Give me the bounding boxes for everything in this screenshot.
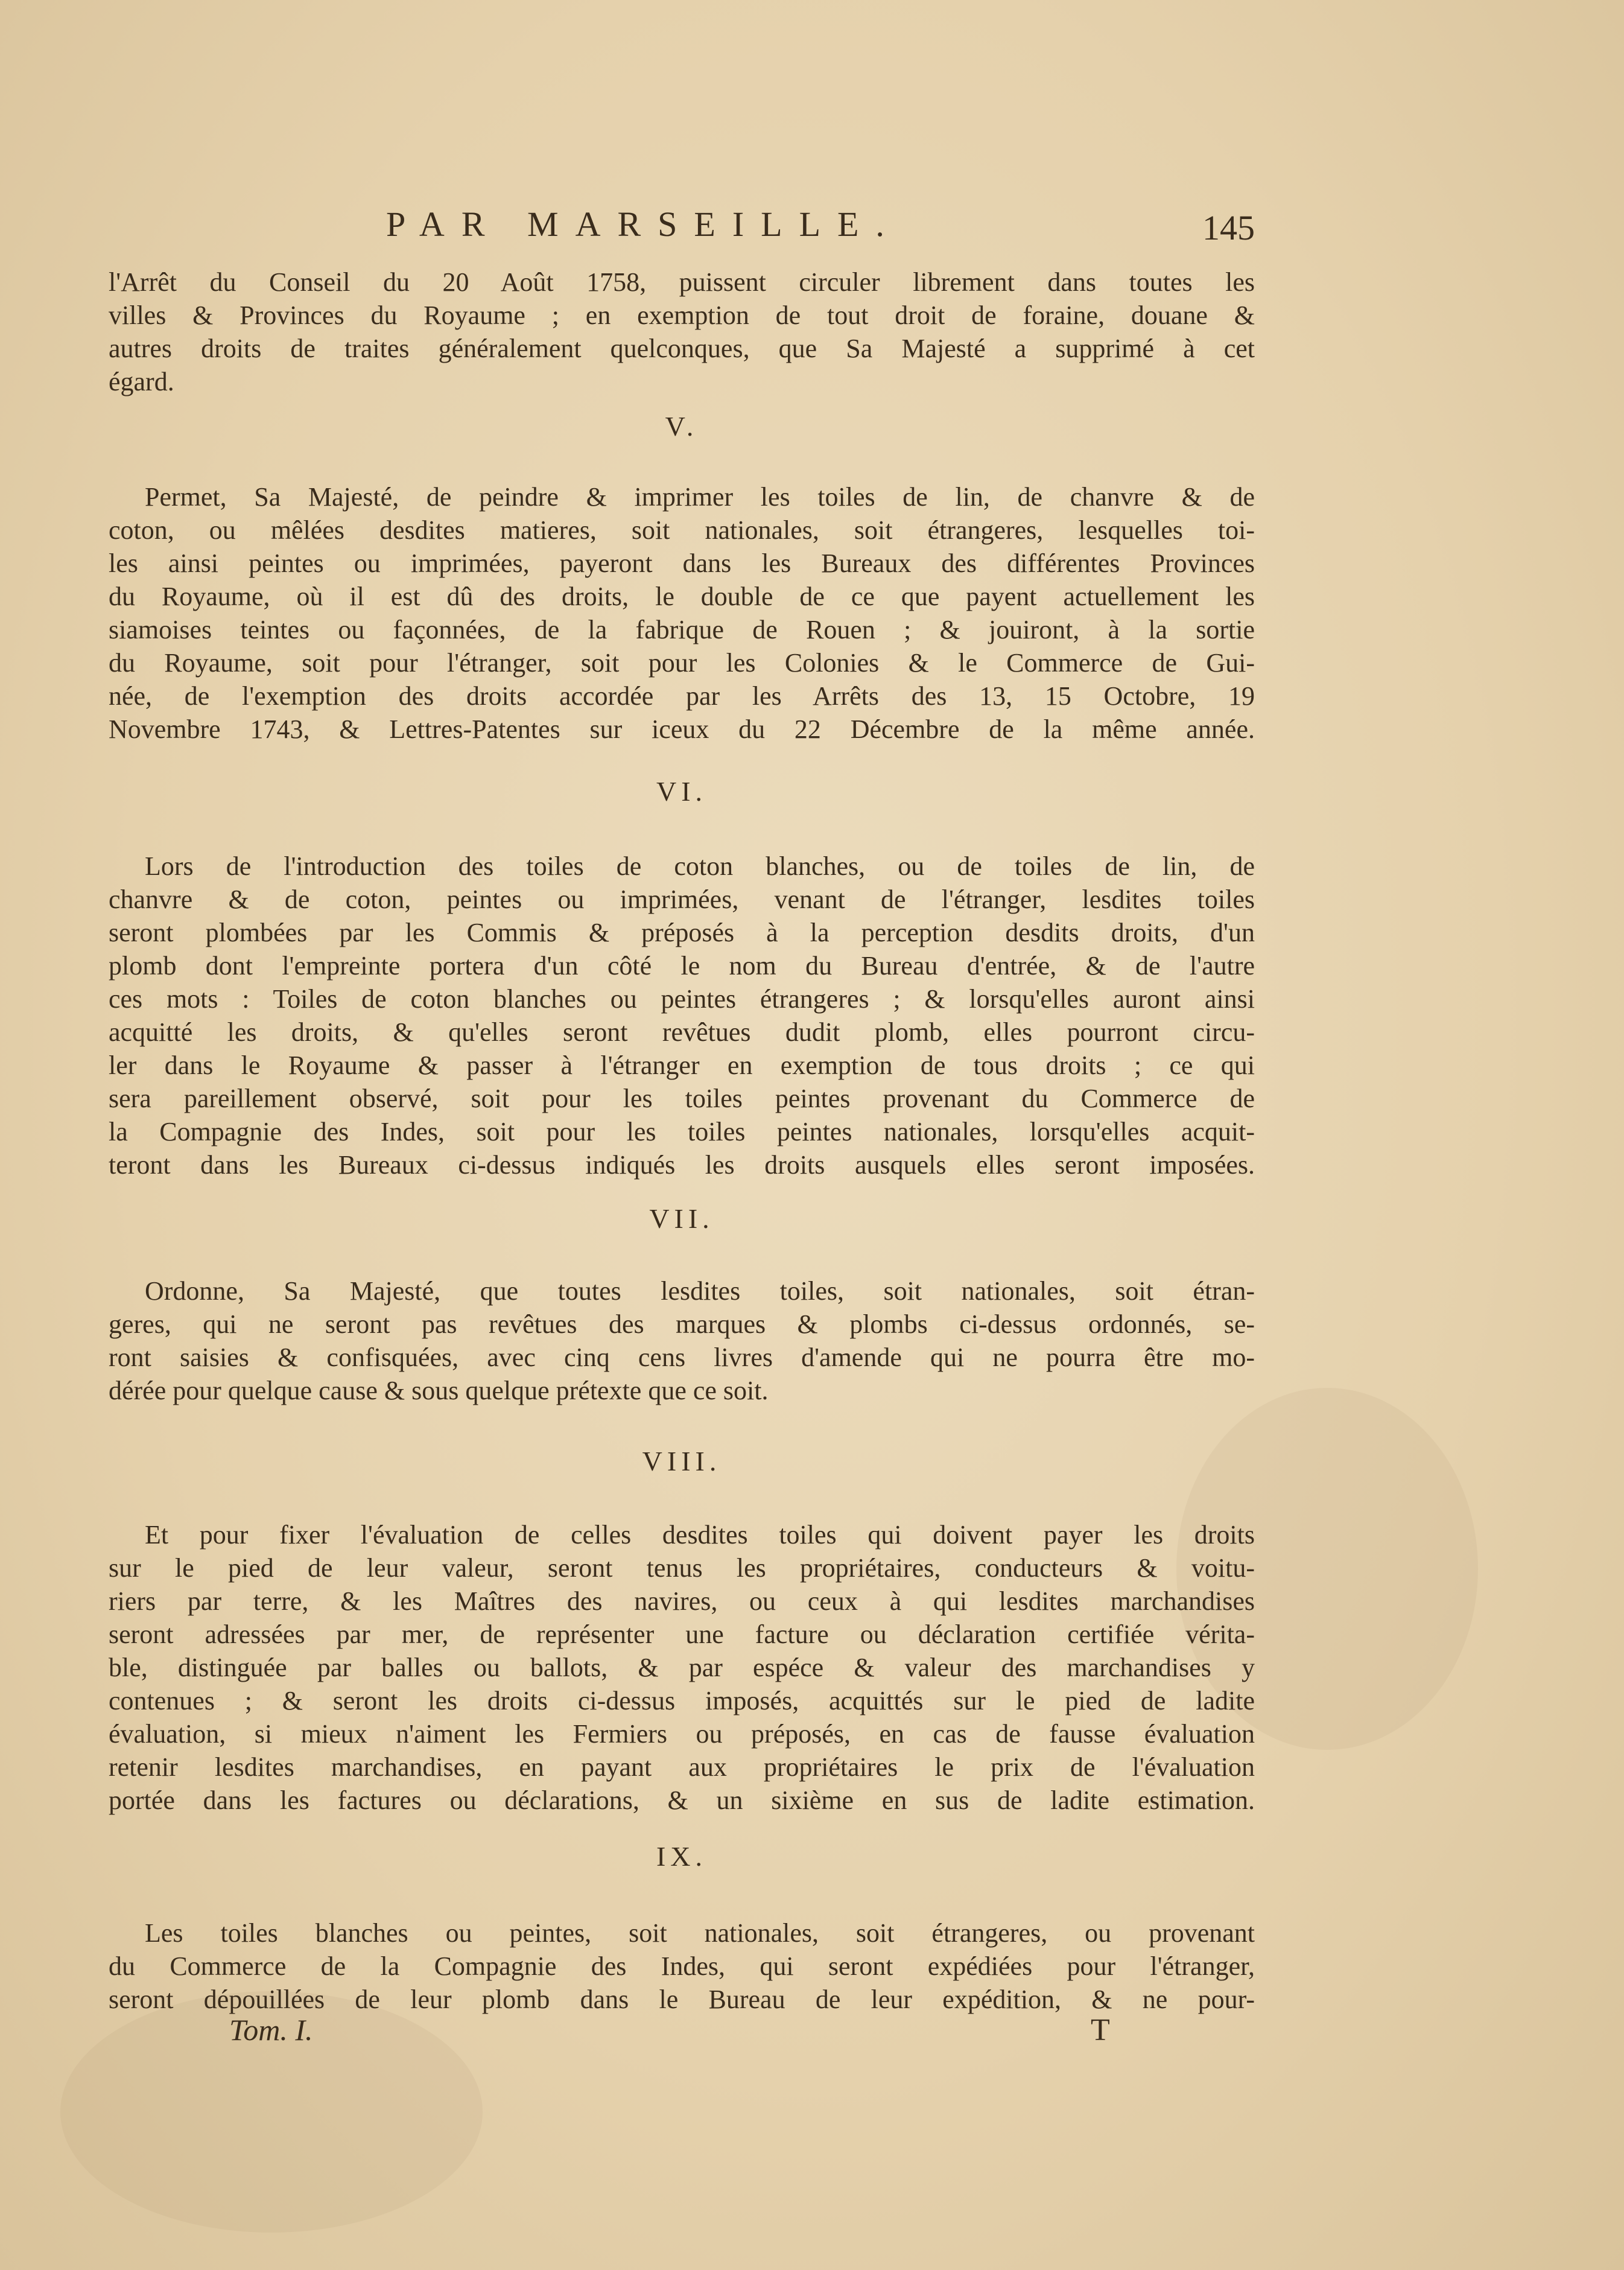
text-line: ler dans le Royaume & passer à l'étranger en exemption de tous droits ; ce qui: [109, 1051, 1255, 1080]
text-line: coton, ou mêlées desdites matieres, soit nationales, soit étrangeres, lesquelles toi-: [109, 515, 1255, 545]
text-line: Novembre 1743, & Lettres-Patentes sur iceux du 22 Décembre de la même année.: [109, 714, 1255, 744]
article-viii-text: [109, 1518, 1255, 1817]
text-line: plomb dont l'empreinte portera d'un côté le nom du Bureau d'entrée, & de l'autre: [109, 951, 1255, 981]
article-v-text: [109, 480, 1255, 746]
text-line: geres, qui ne seront pas revêtues des marques & plombs ci-dessus ordonnés, se-: [109, 1309, 1255, 1339]
paragraph-continuation: [109, 265, 1255, 398]
text-line: seront adressées par mer, de représenter une facture ou déclaration certifiée vérita-: [109, 1620, 1255, 1649]
text-line: la Compagnie des Indes, soit pour les toiles peintes nationales, lorsqu'elles acquit-: [109, 1117, 1255, 1146]
text-line: portée dans les factures ou déclarations, & un sixième en sus de ladite estimation.: [109, 1785, 1255, 1815]
text-line: siamoises teintes ou façonnées, de la fabrique de Rouen ; & jouiront, à la sortie: [109, 615, 1255, 644]
text-line: seront plombées par les Commis & préposés à la perception desdits droits, d'un: [109, 918, 1255, 947]
text-line: sera pareillement observé, soit pour les toiles peintes provenant du Commerce de: [109, 1084, 1255, 1113]
text-line: Les toiles blanches ou peintes, soit nationales, soit étrangeres, ou provenant: [145, 1918, 1255, 1948]
text-line: l'Arrêt du Conseil du 20 Août 1758, puissent circuler librement dans toutes les: [109, 267, 1255, 297]
text-line: riers par terre, & les Maîtres des navires, ou ceux à qui lesdites marchandises: [109, 1586, 1255, 1616]
article-heading-vi: VI.: [656, 776, 708, 807]
article-heading-vii: VII.: [649, 1203, 714, 1234]
article-vi-text: [109, 850, 1255, 1181]
text-line: chanvre & de coton, peintes ou imprimées, venant de l'étranger, lesdites toiles: [109, 885, 1255, 914]
text-line: Et pour fixer l'évaluation de celles desdites toiles qui doivent payer les droits: [145, 1520, 1255, 1550]
text-line: villes & Provinces du Royaume ; en exemption de tout droit de foraine, douane &: [109, 300, 1255, 330]
article-heading-viii: VIII.: [642, 1446, 722, 1477]
text-line: acquitté les droits, & qu'elles seront revêtues dudit plomb, elles pourront circu-: [109, 1017, 1255, 1047]
article-ix-text: [109, 1916, 1255, 2016]
signature-mark: T: [1091, 2013, 1110, 2047]
page-header: [109, 204, 1255, 252]
text-line: sur le pied de leur valeur, seront tenus les propriétaires, conducteurs & voitu-: [109, 1553, 1255, 1583]
page-number: 145: [1202, 208, 1255, 247]
text-line: du Royaume, soit pour l'étranger, soit pour les Colonies & le Commerce de Gui-: [109, 648, 1255, 678]
text-line: Lors de l'introduction des toiles de coton blanches, ou de toiles de lin, de: [145, 851, 1255, 881]
text-line: ront saisies & confisquées, avec cinq cens livres d'amende qui ne pourra être mo-: [109, 1343, 1255, 1372]
running-title: PAR MARSEILLE.: [386, 205, 901, 244]
text-line: contenues ; & seront les droits ci-dessus imposés, acquittés sur le pied de ladite: [109, 1686, 1255, 1715]
text-line: ble, distinguée par balles ou ballots, & par espéce & valeur des marchandises y: [109, 1653, 1255, 1682]
text-line: du Commerce de la Compagnie des Indes, qui seront expédiées pour l'étranger,: [109, 1951, 1255, 1981]
text-line: égard.: [109, 367, 174, 396]
text-line: du Royaume, où il est dû des droits, le double de ce que payent actuellement les: [109, 582, 1255, 611]
text-line: autres droits de traites généralement quelconques, que Sa Majesté a supprimé à cet: [109, 334, 1255, 363]
text-line: Ordonne, Sa Majesté, que toutes lesdites toiles, soit nationales, soit étran-: [145, 1276, 1255, 1306]
volume-mark: Tom. I.: [229, 2013, 313, 2047]
article-heading-ix: IX.: [656, 1841, 708, 1872]
text-line: teront dans les Bureaux ci-dessus indiqués les droits ausquels elles seront imposées.: [109, 1150, 1255, 1180]
article-vii-text: [109, 1274, 1255, 1407]
text-line: évaluation, si mieux n'aiment les Fermiers ou préposés, en cas de fausse évaluation: [109, 1719, 1255, 1749]
text-line: retenir lesdites marchandises, en payant aux propriétaires le prix de l'évaluation: [109, 1752, 1255, 1782]
text-line: née, de l'exemption des droits accordée par les Arrêts des 13, 15 Octobre, 19: [109, 681, 1255, 711]
text-line: les ainsi peintes ou imprimées, payeront dans les Bureaux des différentes Provinces: [109, 548, 1255, 578]
text-line: Permet, Sa Majesté, de peindre & imprimer les toiles de lin, de chanvre & de: [145, 482, 1255, 512]
text-line: seront dépouillées de leur plomb dans le Bureau de leur expédition, & ne pour-: [109, 1985, 1255, 2014]
text-line: ces mots : Toiles de coton blanches ou peintes étrangeres ; & lorsqu'elles auront ainsi: [109, 984, 1255, 1014]
text-line: dérée pour quelque cause & sous quelque prétexte que ce soit.: [109, 1376, 769, 1405]
article-heading-v: V.: [665, 411, 699, 442]
